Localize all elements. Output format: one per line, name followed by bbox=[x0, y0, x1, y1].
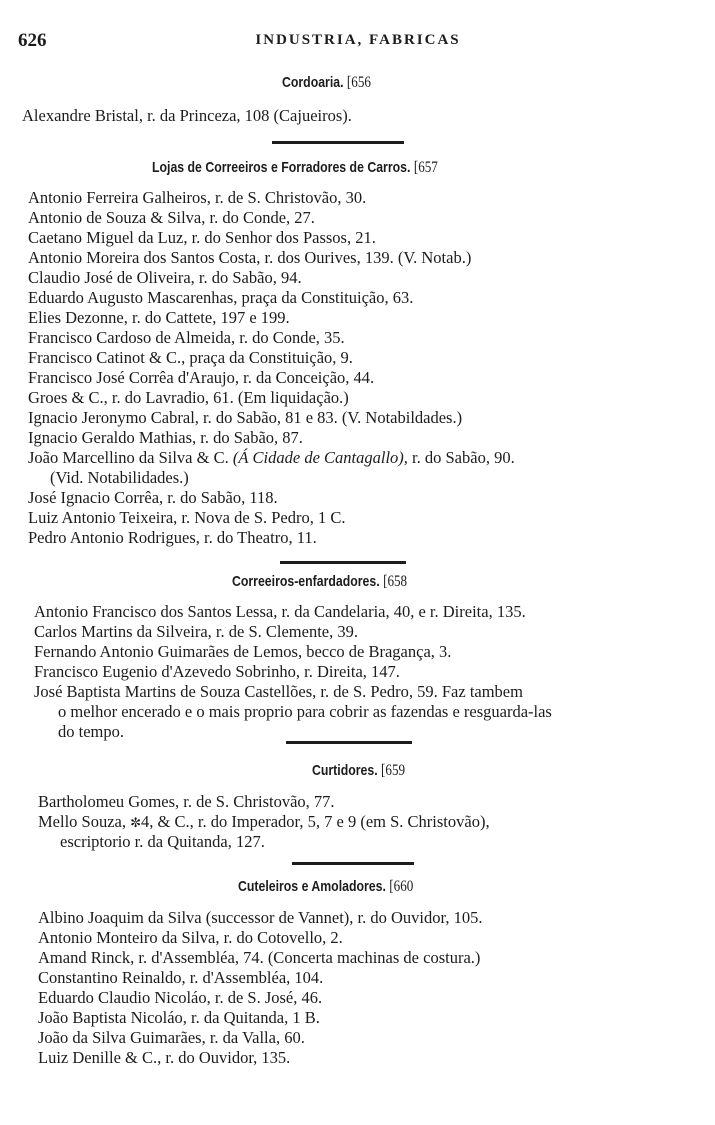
list-item: Francisco Catinot & C., praça da Constituição, 9. bbox=[28, 348, 353, 367]
section-title-correeiros-enfardadores bbox=[232, 573, 407, 591]
section-divider bbox=[286, 741, 412, 744]
section-title-text: Cordoaria. bbox=[282, 74, 344, 91]
section-divider bbox=[272, 141, 404, 144]
list-item: Ignacio Jeronymo Cabral, r. do Sabão, 81 e 83. (V. Notabildades.) bbox=[28, 408, 463, 427]
list-item: Claudio José de Oliveira, r. do Sabão, 94. bbox=[28, 268, 302, 287]
section-divider bbox=[280, 561, 406, 564]
list-item-continuation: do tempo. bbox=[58, 722, 124, 741]
entry-address: r. do Sabão, 90. bbox=[412, 448, 515, 467]
list-item: Antonio Ferreira Galheiros, r. de S. Christovão, 30. bbox=[28, 188, 367, 207]
list-item: João da Silva Guimarães, r. da Valla, 60. bbox=[38, 1028, 305, 1047]
list-item: Antonio Moreira dos Santos Costa, r. dos Ourives, 139. (V. Notab.) bbox=[28, 248, 472, 267]
list-item: Francisco Eugenio d'Azevedo Sobrinho, r. Direita, 147. bbox=[34, 662, 400, 681]
list-item: Antonio Francisco dos Santos Lessa, r. da Candelaria, 40, e r. Direita, 135. bbox=[34, 602, 526, 621]
page-number: 626 bbox=[18, 30, 47, 51]
list-item: Luiz Antonio Teixeira, r. Nova de S. Pedro, 1 C. bbox=[28, 508, 346, 527]
section-number: [657 bbox=[413, 159, 438, 176]
section-title-text: Lojas de Correeiros e Forradores de Carros. bbox=[152, 159, 411, 176]
list-item: Antonio de Souza & Silva, r. do Conde, 27. bbox=[28, 208, 315, 227]
section-number: [658 bbox=[383, 573, 408, 590]
section-number: [659 bbox=[381, 762, 406, 779]
list-item: José Ignacio Corrêa, r. do Sabão, 118. bbox=[28, 488, 278, 507]
list-item: João Baptista Nicoláo, r. da Quitanda, 1 B. bbox=[38, 1008, 320, 1027]
section-title-text: Curtidores. bbox=[312, 762, 378, 779]
list-item: Caetano Miguel da Luz, r. do Senhor dos Passos, 21. bbox=[28, 228, 376, 247]
section-title-text: Correeiros-enfardadores. bbox=[232, 573, 380, 590]
section-divider bbox=[292, 862, 414, 865]
list-item: Bartholomeu Gomes, r. de S. Christovão, 77. bbox=[38, 792, 335, 811]
section-title-curtidores bbox=[312, 762, 405, 780]
list-item: Luiz Denille & C., r. do Ouvidor, 135. bbox=[38, 1048, 291, 1067]
list-item: Elies Dezonne, r. do Cattete, 197 e 199. bbox=[28, 308, 290, 327]
list-item: José Baptista Martins de Souza Castellões, r. de S. Pedro, 59. Faz tambem bbox=[34, 682, 523, 701]
list-item: Francisco José Corrêa d'Araujo, r. da Conceição, 44. bbox=[28, 368, 375, 387]
list-item bbox=[28, 448, 515, 468]
list-item: Ignacio Geraldo Mathias, r. do Sabão, 87. bbox=[28, 428, 303, 447]
section-title-lojas-correeiros bbox=[152, 159, 438, 177]
list-item-continuation: escriptorio r. da Quitanda, 127. bbox=[60, 832, 265, 851]
list-item-continuation: (Vid. Notabilidades.) bbox=[50, 468, 189, 487]
decoration-mark-icon: ✼ bbox=[130, 816, 142, 831]
list-item: Francisco Cardoso de Almeida, r. do Conde, 35. bbox=[28, 328, 345, 347]
section-title-text: Cuteleiros e Amoladores. bbox=[238, 878, 386, 895]
list-item: Fernando Antonio Guimarães de Lemos, becco de Bragança, 3. bbox=[34, 642, 452, 661]
section-number: [660 bbox=[389, 878, 414, 895]
entry-name: João Marcellino da Silva & C. bbox=[28, 448, 229, 467]
list-item: Albino Joaquim da Silva (successor de Vannet), r. do Ouvidor, 105. bbox=[38, 908, 483, 927]
section-title-cuteleiros bbox=[238, 878, 413, 896]
entry-name: Mello Souza, bbox=[38, 812, 126, 831]
list-item-continuation: o melhor encerado e o mais proprio para cobrir as fazendas e resguarda-las bbox=[58, 702, 552, 721]
list-item: Antonio Monteiro da Silva, r. do Cotovello, 2. bbox=[38, 928, 343, 947]
list-item bbox=[38, 812, 490, 834]
running-head: INDUSTRIA, FABRICAS bbox=[255, 32, 461, 48]
entry-shop-name: (Á Cidade de Cantagallo), bbox=[232, 448, 408, 467]
list-item: Carlos Martins da Silveira, r. de S. Clemente, 39. bbox=[34, 622, 358, 641]
entry-address: 4, & C., r. do Imperador, 5, 7 e 9 (em S. Christovão), bbox=[141, 812, 490, 831]
list-item: Groes & C., r. do Lavradio, 61. (Em liquidação.) bbox=[28, 388, 349, 407]
list-item: Alexandre Bristal, r. da Princeza, 108 (Cajueiros). bbox=[22, 106, 352, 125]
section-number: [656 bbox=[346, 74, 371, 91]
list-item: Constantino Reinaldo, r. d'Assembléa, 104. bbox=[38, 968, 324, 987]
list-item: Eduardo Claudio Nicoláo, r. de S. José, 46. bbox=[38, 988, 323, 1007]
list-item: Pedro Antonio Rodrigues, r. do Theatro, 11. bbox=[28, 528, 317, 547]
section-title-cordoaria bbox=[282, 74, 371, 92]
list-item: Amand Rinck, r. d'Assembléa, 74. (Concerta machinas de costura.) bbox=[38, 948, 481, 967]
list-item: Eduardo Augusto Mascarenhas, praça da Constituição, 63. bbox=[28, 288, 414, 307]
page-header bbox=[18, 30, 698, 54]
